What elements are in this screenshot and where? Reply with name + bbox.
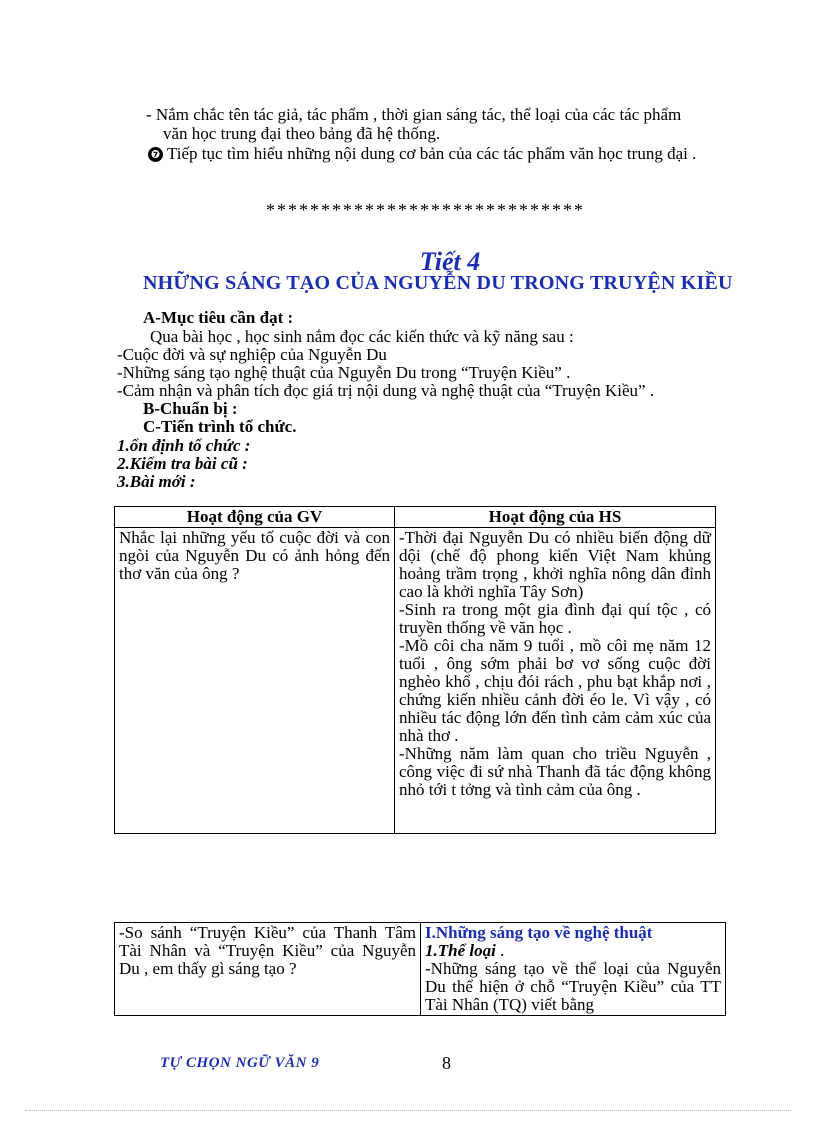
hs-answers <box>395 528 716 834</box>
numbered-bullet-icon: ❼ <box>148 147 163 162</box>
section-a-heading: A-Mục tiêu cần đạt : <box>143 308 294 327</box>
hs-answer-text: -Những sáng tạo về thể loại của Nguyễn Du thể hiện ở chỗ “Truyện Kiều” của TT Tài Nhân (TQ) viết bằng <box>425 959 721 1014</box>
table-header-row <box>115 507 716 528</box>
page-bottom-divider <box>25 1110 791 1111</box>
section-a-intro: Qua bài học , học sinh nắm đọc các kiến thức và kỹ năng sau : <box>150 327 574 346</box>
lesson-title: NHỮNG SÁNG TẠO CỦA NGUYỄN DU TRONG TRUYỆN KIỀU <box>143 272 733 294</box>
hs-answer-item: -Mồ côi cha năm 9 tuổi , mồ côi mẹ năm 12 tuổi , ông sớm phải bơ vơ sống cuộc đời nghèo khổ , chịu đói rách , phu bạt khắp nơi , chứng kiến nhiều cảnh đời éo le. Vì vậy , có nhiều tác động lớn đến tình cảm cảm xúc của nhà thơ . <box>399 636 711 745</box>
subsection-heading: 1.Thể loại <box>425 941 496 960</box>
header-gv: Hoạt động của GV <box>115 507 395 528</box>
section-a-item: -Cuộc đời và sự nghiệp của Nguyễn Du <box>117 345 387 364</box>
step-3: 3.Bài mới : <box>117 472 196 491</box>
table-row <box>115 528 716 834</box>
subsection-tail: . <box>495 941 505 960</box>
section-a-item: -Những sáng tạo nghệ thuật của Nguyễn Du trong “Truyện Kiều” . <box>117 363 571 382</box>
section-b-heading: B-Chuẩn bị : <box>143 399 238 418</box>
hs-answer-item: -Sinh ra trong một gia đình đại quí tộc , có truyền thống về văn học . <box>399 600 711 637</box>
hs-answer-item: -Những năm làm quan cho triều Nguyễn , công việc đi sứ nhà Thanh đã tác động không nhỏ tới t tởng và tình cảm của ông . <box>399 744 711 799</box>
table-row <box>115 923 726 1016</box>
step-2: 2.Kiểm tra bài cũ : <box>117 454 248 473</box>
intro-line-3-row <box>148 144 696 163</box>
gv-question-2: -So sánh “Truyện Kiều” của Thanh Tâm Tài Nhân và “Truyện Kiều” của Nguyễn Du , em thấy gì sáng tạo ? <box>115 923 421 1016</box>
footer-label: TỰ CHỌN NGỮ VĂN 9 <box>160 1055 320 1071</box>
gv-question: Nhắc lại những yếu tố cuộc đời và con ngòi của Nguyễn Du có ảnh hỏng đến thơ văn của ông ? <box>115 528 395 834</box>
intro-line-3: Tiếp tục tìm hiểu những nội dung cơ bản của các tác phẩm văn học trung đại . <box>167 144 697 163</box>
section-a-item: -Cảm nhận và phân tích đọc giá trị nội dung và nghệ thuật của “Truyện Kiều” . <box>117 381 655 400</box>
header-hs: Hoạt động của HS <box>395 507 716 528</box>
lesson-number: Tiết 4 <box>419 247 481 276</box>
activity-table-2 <box>114 922 726 1016</box>
page-number: 8 <box>442 1053 451 1073</box>
star-separator: ***************************** <box>266 200 585 220</box>
step-1: 1.ổn định tổ chức : <box>117 436 251 455</box>
section-heading: I.Những sáng tạo về nghệ thuật <box>425 923 653 942</box>
intro-line-2: văn học trung đại theo bảng đã hệ thống. <box>163 124 441 143</box>
hs-answer-2 <box>421 923 726 1016</box>
hs-answer-item: -Thời đại Nguyễn Du có nhiều biến động dữ dội (chế độ phong kiến Việt Nam khủng hoảng trầm trọng , khởi nghĩa nông dân đỉnh cao là khởi nghĩa Tây Sơn) <box>399 528 711 601</box>
intro-line-1: - Nắm chắc tên tác giả, tác phẩm , thời gian sáng tác, thể loại của các tác phẩm <box>146 105 682 124</box>
activity-table <box>114 506 716 834</box>
subsection-row <box>425 942 721 960</box>
section-c-heading: C-Tiến trình tổ chức. <box>143 417 297 436</box>
